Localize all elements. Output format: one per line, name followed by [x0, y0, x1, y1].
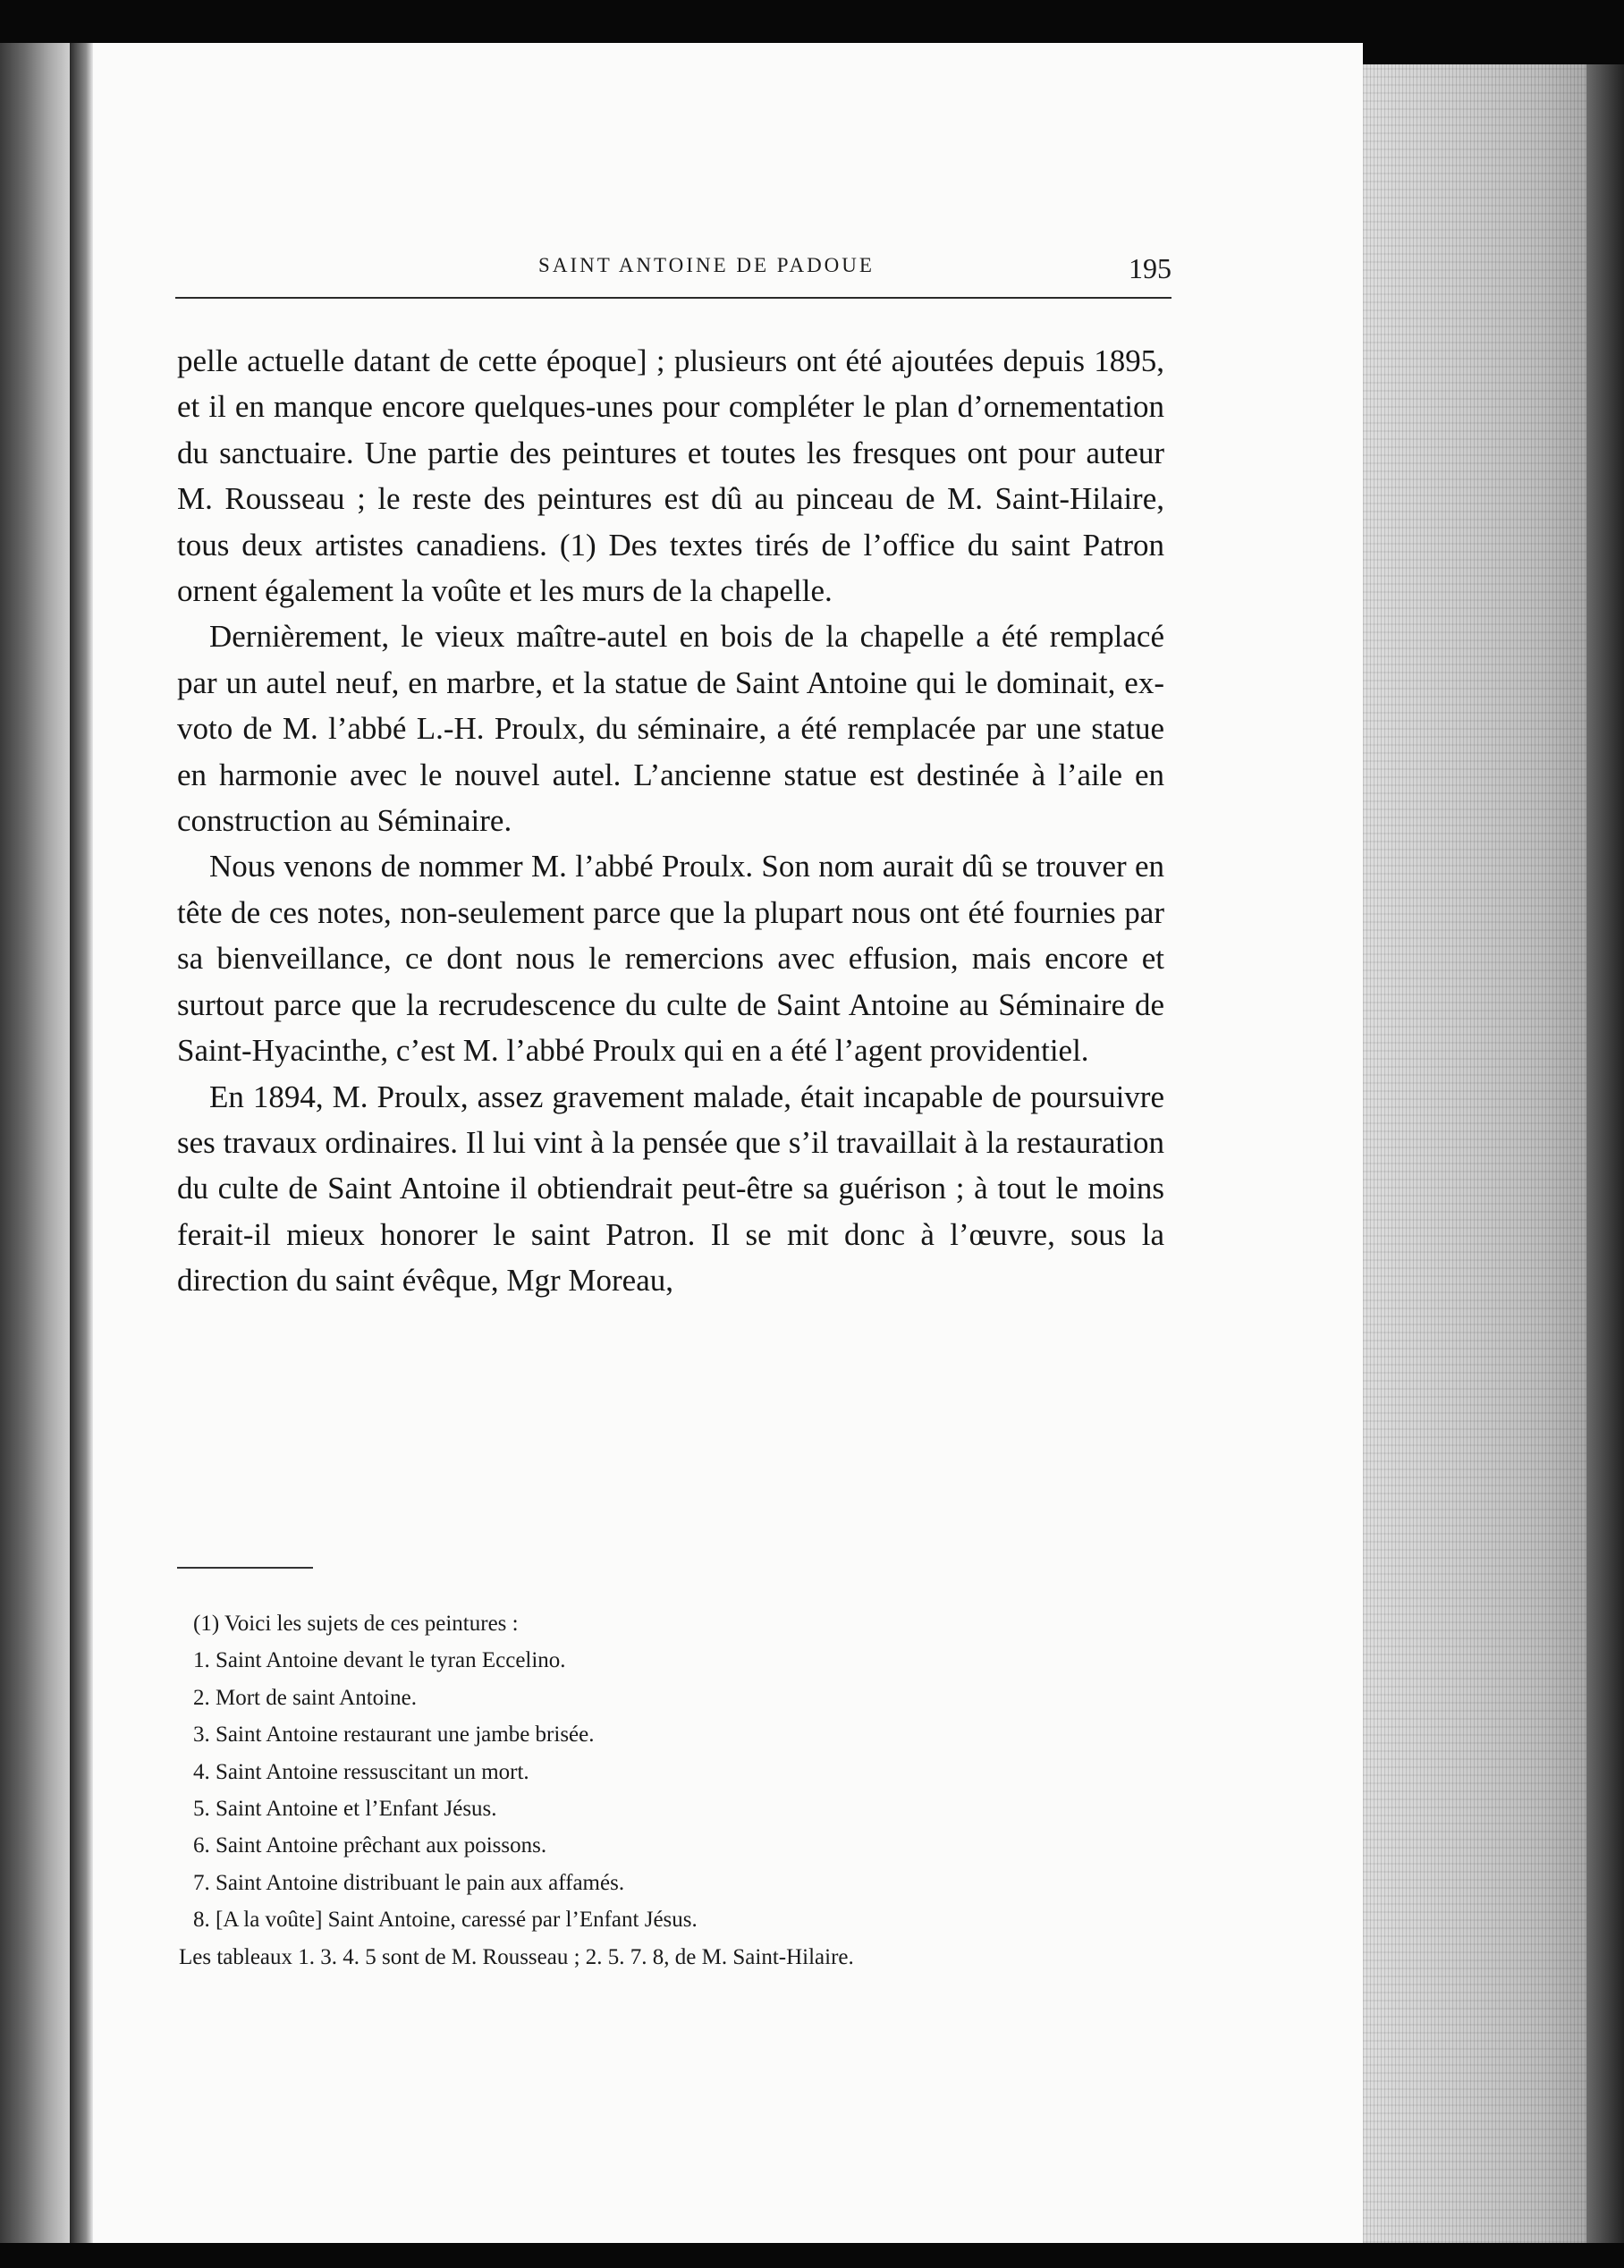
- scan-background-edge: [1586, 64, 1624, 2243]
- page-block-fore-edge: [1363, 64, 1586, 2243]
- footnote-item: 7. Saint Antoine distribuant le pain aux affamés.: [193, 1870, 625, 1895]
- footnote-item: 2. Mort de saint Antoine.: [193, 1685, 417, 1710]
- footnote-item: 1. Saint Antoine devant le tyran Eccelino.: [193, 1648, 566, 1673]
- footnote-separator: [177, 1567, 313, 1569]
- gutter-shadow: [70, 43, 93, 2243]
- previous-page-edge: [0, 43, 70, 2243]
- header-rule: [175, 297, 1171, 299]
- paragraph-4: En 1894, M. Proulx, assez gravement malade, était incapable de poursuivre ses travaux ordinaires. Il lui vint à la pensée que s’il travaillait à la restauration du culte de Saint Antoine il obtiendrait peut-être sa guérison ; à tout le moins ferait-il mieux honorer le saint Patron. Il se mit donc à l’œuvre, sous la direction du saint évêque, Mgr Moreau,: [177, 1079, 1164, 1299]
- footnote-item: 4. Saint Antoine ressuscitant un mort.: [193, 1759, 529, 1784]
- paragraph-2: Dernièrement, le vieux maître-autel en bois de la chapelle a été remplacé par un autel neuf, en marbre, et la statue de Saint Antoine qui le dominait, ex-voto de M. l’abbé L.-H. Proulx, du séminaire, a été remplacée par une statue en harmonie avec le nouvel autel. L’ancienne statue est destinée à l’aile en construction au Séminaire.: [177, 619, 1164, 839]
- footnote-item: 5. Saint Antoine et l’Enfant Jésus.: [193, 1797, 497, 1822]
- paragraph-1: pelle actuelle datant de cette époque] ; plusieurs ont été ajoutées depuis 1895, et il en manque encore quelques-unes pour compléter le plan d’ornementation du sanctuaire. Une partie des peintures et toutes les fresques ont pour auteur M. Rousseau ; le reste des peintures est dû au pinceau de M. Saint-Hilaire, tous deux artistes canadiens. (1) Des textes tirés de l’office du saint Patron ornent également la voûte et les murs de la chapelle.: [177, 343, 1164, 609]
- running-head: SAINT ANTOINE DE PADOUE: [538, 254, 875, 276]
- footnote-summary: Les tableaux 1. 3. 4. 5 sont de M. Rousseau ; 2. 5. 7. 8, de M. Saint-Hilaire.: [179, 1944, 854, 1969]
- footnote-item: 8. [A la voûte] Saint Antoine, caressé par l’Enfant Jésus.: [193, 1908, 698, 1933]
- paragraph-3: Nous venons de nommer M. l’abbé Proulx. Son nom aurait dû se trouver en tête de ces notes, non-seulement parce que la plupart nous ont été fournies par sa bienveillance, ce dont nous le remercions avec effusion, mais encore et surtout parce que la recrudescence du culte de Saint Antoine au Séminaire de Saint-Hyacinthe, c’est M. l’abbé Proulx qui en a été l’agent providentiel.: [177, 849, 1164, 1069]
- body-text: [177, 338, 1164, 1304]
- page-number: 195: [1129, 252, 1171, 284]
- footnote-item: 3. Saint Antoine restaurant une jambe brisée.: [193, 1722, 595, 1748]
- footnote-intro: (1) Voici les sujets de ces peintures :: [193, 1612, 519, 1636]
- footnotes: [179, 1605, 1159, 1976]
- footnote-item: 6. Saint Antoine prêchant aux poissons.: [193, 1833, 547, 1858]
